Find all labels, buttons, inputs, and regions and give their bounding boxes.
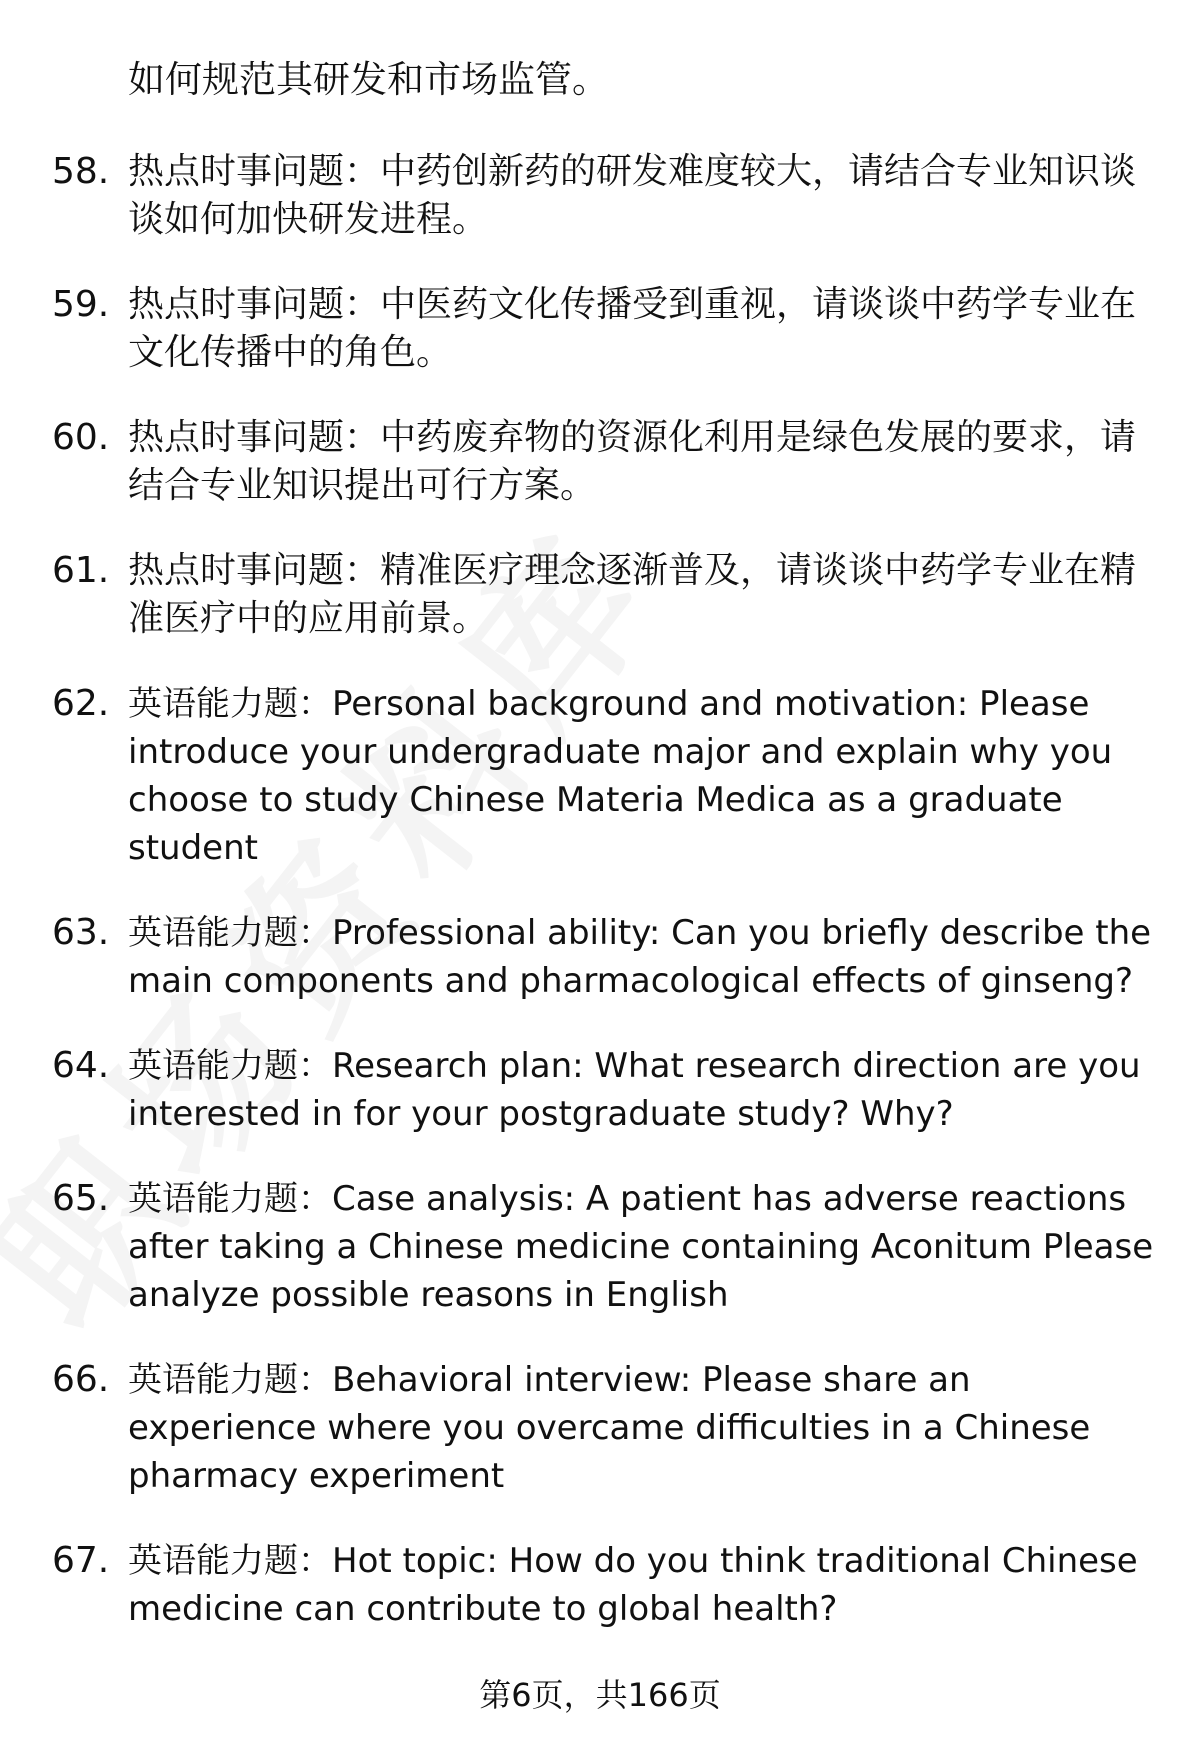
item-text: 英语能力题：Personal background and motivation: Please introduce your undergraduate major and explain why you choose to study Chinese Materia Medica as a graduate student <box>128 684 1113 868</box>
item-number: 64. <box>52 1045 110 1086</box>
item-text: 英语能力题：Behavioral interview: Please share an experience where you overcame difficulties in a Chinese pharmacy experiment <box>128 1360 1091 1496</box>
item-number: 61. <box>52 550 110 591</box>
item-text: 热点时事问题：中医药文化传播受到重视，请谈谈中药学专业在文化传播中的角色。 <box>128 284 1137 373</box>
list-item <box>52 547 1162 643</box>
item-number: 65. <box>52 1178 110 1219</box>
list-item <box>52 414 1162 510</box>
item-number: 63. <box>52 912 110 953</box>
question-list <box>52 56 1162 1670</box>
item-number: 58. <box>52 151 110 192</box>
item-text: 英语能力题：Hot topic: How do you think traditional Chinese medicine can contribute to global health? <box>128 1541 1138 1629</box>
item-text: 英语能力题：Research plan: What research direction are you interested in for your postgraduate study? Why? <box>128 1046 1141 1134</box>
continued-text: 如何规范其研发和市场监管。 <box>128 58 609 101</box>
list-item <box>52 1042 1162 1138</box>
list-item <box>52 1537 1162 1633</box>
item-text: 热点时事问题：中药废弃物的资源化利用是绿色发展的要求，请结合专业知识提出可行方案。 <box>128 417 1137 506</box>
page-number: 第6页，共166页 <box>479 1676 721 1714</box>
list-item <box>52 148 1162 244</box>
list-item <box>52 1175 1162 1319</box>
list-item <box>52 909 1162 1005</box>
list-item <box>52 680 1162 872</box>
item-number: 60. <box>52 417 110 458</box>
item-text: 热点时事问题：中药创新药的研发难度较大，请结合专业知识谈谈如何加快研发进程。 <box>128 151 1137 240</box>
list-item <box>52 281 1162 377</box>
item-number: 66. <box>52 1359 110 1400</box>
item-text: 热点时事问题：精准医疗理念逐渐普及，请谈谈中药学专业在精准医疗中的应用前景。 <box>128 550 1137 639</box>
list-item <box>52 1356 1162 1500</box>
item-text: 英语能力题：Case analysis: A patient has adverse reactions after taking a Chinese medicine containing Aconitum Please analyze possible reasons in English <box>128 1179 1154 1315</box>
item-number: 59. <box>52 284 110 325</box>
item-text: 英语能力题：Professional ability: Can you briefly describe the main components and pharmacological effects of ginseng? <box>128 913 1152 1001</box>
item-number: 67. <box>52 1540 110 1581</box>
item-number: 62. <box>52 683 110 724</box>
